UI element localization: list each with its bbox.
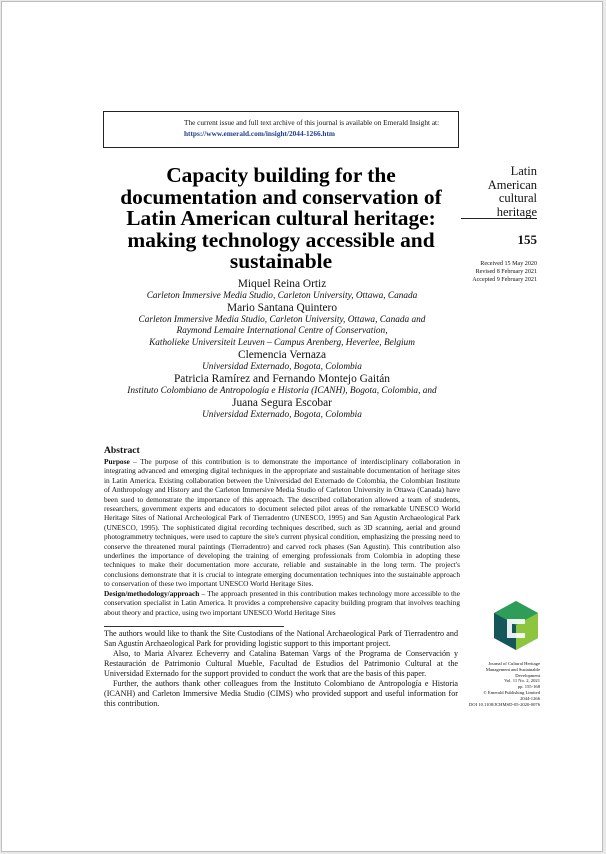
footnote-divider bbox=[104, 626, 284, 627]
paper-page bbox=[1, 1, 603, 852]
author-affiliation: Katholieke Universiteit Leuven – Campus Arenberg, Heverlee, Belgium bbox=[149, 337, 415, 348]
journal-info-line: Development bbox=[515, 672, 540, 678]
journal-info-line: Management and Sustainable bbox=[485, 666, 540, 672]
article-title: Capacity building for the documentation and conservation of Latin American cultural heritage: making technology accessible and sustainable bbox=[120, 163, 442, 273]
running-head-divider bbox=[461, 218, 537, 219]
author-name: Juana Segura Escobar bbox=[232, 397, 332, 409]
ack-paragraph: Also, to Maria Alvarez Echeverry and Catalina Bateman Vargs of the Programa de Conservación y Restauración de Patrimonio Cultural Mueble, Facultad de Estudios del Patrimonio Cultural at the Universidad Externado for the support provided to conduct the work that are the basis of this paper. bbox=[104, 649, 458, 679]
acknowledgements bbox=[104, 629, 458, 709]
revised-date: Revised 8 February 2021 bbox=[475, 269, 537, 276]
availability-notice bbox=[103, 111, 459, 148]
author-affiliation: Carleton Immersive Media Studio, Carleton University, Ottawa, Canada bbox=[146, 290, 418, 301]
author-affiliation: Universidad Externado, Bogota, Colombia bbox=[202, 361, 362, 372]
author-affiliation: Instituto Colombiano de Antropología e Historia (ICANH), Bogota, Colombia, and bbox=[127, 385, 437, 396]
author-name: Patricia Ramírez and Fernando Montejo Gaitán bbox=[173, 373, 391, 385]
journal-info-line: Vol. 11 No. 2, 2021 bbox=[504, 678, 540, 684]
purpose-label: Purpose bbox=[104, 457, 130, 466]
journal-info-line: Journal of Cultural Heritage bbox=[488, 661, 540, 666]
received-date: Received 15 May 2020 bbox=[480, 261, 537, 267]
author-affiliation: Carleton Immersive Media Studio, Carleton University, Ottawa, Canada and bbox=[138, 314, 426, 325]
abstract-heading: Abstract bbox=[104, 445, 140, 456]
author-name: Clemencia Vernaza bbox=[237, 349, 327, 361]
accepted-date: Accepted 9 February 2021 bbox=[472, 277, 537, 284]
journal-info-line: © Emerald Publishing Limited bbox=[483, 689, 540, 695]
author-block bbox=[102, 278, 462, 421]
journal-url-link[interactable]: https://www.emerald.com/insight/2044-1266.htm bbox=[184, 128, 336, 138]
purpose-text: – The purpose of this contribution is to demonstrate the importance of interdisciplinary collaboration in integrating advanced and emerging digital techniques in the appropriate and sustainable documentation of heritage sites in Latin America. Existing collaboration between the Universidad del Externado de Colombia, the Colombian Institute of Anthropology and History and the Carleton Immersive Media Studio of Carleton University in Ottawa (Canada) have been sued to demonstrate the importance of this approach. The described collaboration allowed a team of students, researchers, government experts and educators to document selected pilot areas of the remarkable UNESCO World Heritage Sites of National Archeological Park of Tierradentro (UNESCO, 1995) and San Agustin Archaeological Park (UNESCO, 1995). The sophisticated digital recording techniques described, such as 3D scanning, aerial and ground photogrammetry techniques, were used to capture the site's current physical condition, emphasizing the pressing need to conserve the threatened mural paintings (Tierradentro) and carved rock phases (San Agustin). This contribution also underlines the importance of developing the training of emerging professionals from Colombia in adopting these techniques to make their documentation more accurate, reliable and sustainable in the long term. The project's conclusions demonstrate that it is crucial to integrate emerging documentation techniques into the sustainable approach to conservation of these two important UNESCO World Heritage Sites. bbox=[104, 457, 460, 589]
abstract-design bbox=[104, 589, 460, 617]
notice-text: The current issue and full text archive of this journal is available on Emerald Insight at: bbox=[184, 118, 440, 127]
journal-info-line: pp. 155-168 bbox=[517, 684, 540, 690]
journal-info bbox=[460, 661, 540, 707]
journal-info-line: DOI 10.1108/JCHMSD-05-2020-0076 bbox=[468, 701, 540, 707]
author-affiliation: Raymond Lemaire International Centre of Conservation, bbox=[176, 326, 388, 336]
abstract-section bbox=[104, 445, 460, 617]
design-text: – The approach presented in this contribution makes technology more accessible to the conservation specialist in Latin America. It provides a comprehensive capacity building program that involves teaching about theory and practice, using two important UNESCO World Heritage Sites bbox=[104, 588, 460, 617]
page-number: 155 bbox=[517, 232, 537, 247]
ack-paragraph: The authors would like to thank the Site Custodians of the National Archaeological Park of Tierradentro and San Agustín Archaeological Park for providing logistic support to this important project. bbox=[104, 629, 458, 649]
abstract-purpose bbox=[104, 457, 460, 589]
journal-info-line: 2044-1266 bbox=[520, 695, 540, 701]
author-name: Mario Santana Quintero bbox=[226, 302, 338, 314]
author-affiliation: Universidad Externado, Bogota, Colombia bbox=[202, 409, 362, 420]
running-head-journal: Latin American cultural heritage bbox=[487, 164, 537, 219]
journal-logo-icon bbox=[492, 600, 540, 652]
author-name: Miquel Reina Ortiz bbox=[237, 278, 327, 290]
design-label: Design/methodology/approach bbox=[104, 588, 200, 598]
ack-paragraph: Further, the authors thank other colleagues from the Instituto Colombiano de Antropología e Historia (ICANH) and Carleton Immersive Media Studio (CIMS) who provided support and useful information for this contribution. bbox=[104, 679, 458, 709]
